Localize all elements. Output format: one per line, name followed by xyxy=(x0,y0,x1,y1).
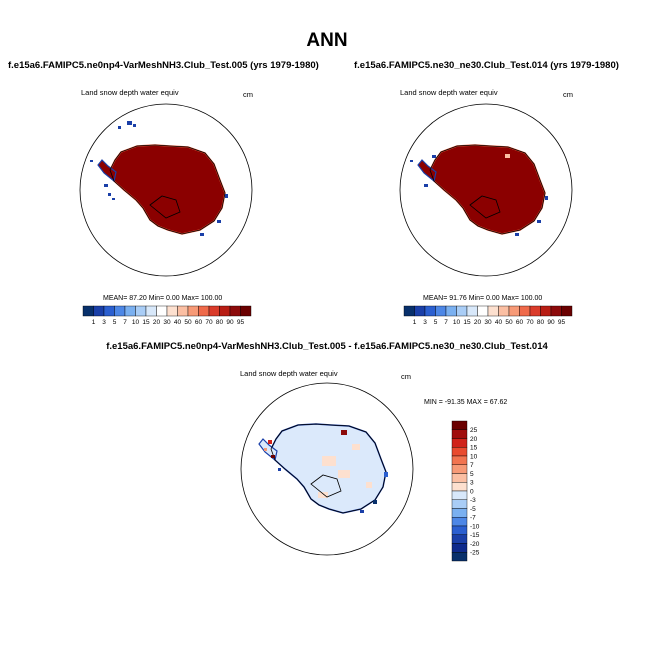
panel2-colorbar-swatch xyxy=(499,306,510,316)
panel2-colorbar-tick-label: 60 xyxy=(515,319,524,326)
panel1-colorbar-tick-label: 70 xyxy=(205,319,213,326)
panel3-colorbar-swatch xyxy=(452,456,467,465)
panel2-colorbar-tick-label: 90 xyxy=(547,319,555,326)
panel1-colorbar-tick-label: 7 xyxy=(123,319,127,326)
panel2-colorbar-tick-label: 40 xyxy=(494,319,503,326)
panel3-map xyxy=(241,383,413,555)
panel2-colorbar-swatch xyxy=(436,306,447,316)
panel1-colorbar-tick-label: 15 xyxy=(142,319,150,326)
panel3-colorbar-tick-label: -25 xyxy=(470,549,480,557)
panel3-colorbar-tick-label: -20 xyxy=(470,540,480,548)
panel2-light-cell xyxy=(505,154,510,158)
panel3-colorbar-swatch xyxy=(452,465,467,474)
panel3-colorbar-tick-label: -7 xyxy=(470,514,476,522)
panel2-variable-label: Land snow depth water equiv xyxy=(400,88,498,97)
panel2-colorbar-swatch xyxy=(488,306,499,316)
panel1-colorbar-tick-label: 20 xyxy=(152,319,161,326)
panel2-colorbar-tick-label: 95 xyxy=(557,319,566,326)
panel2-map xyxy=(400,104,572,276)
panel3-colorbar-tick-label: 10 xyxy=(470,453,478,461)
panel3-colorbar-swatch xyxy=(452,439,467,448)
panel2-colorbar-swatch xyxy=(551,306,562,316)
panel3-colorbar-tick-label: -10 xyxy=(470,523,480,531)
panel2-colorbar-swatch xyxy=(425,306,436,316)
panel2-colorbar-tick-label: 80 xyxy=(536,319,545,326)
panel1-colorbar-tick-label: 60 xyxy=(194,319,203,326)
panel1-title: f.e15a6.FAMIPC5.ne0np4-VarMeshNH3.Club_Test.005 (yrs 1979-1980) xyxy=(8,60,319,71)
panel1-colorbar-tick-label: 50 xyxy=(184,319,192,326)
panel1-colorbar-swatch xyxy=(178,306,189,316)
panel3-colorbar-swatch xyxy=(452,500,467,509)
panel1-colorbar-tick-label: 3 xyxy=(102,319,106,326)
panel3-colorbar-swatch xyxy=(452,535,467,544)
panel1-colorbar-swatch xyxy=(209,306,220,316)
panel3-colorbar-swatch xyxy=(452,430,467,439)
panel3-colorbar-swatch xyxy=(452,552,467,561)
panel1-colorbar-swatch xyxy=(188,306,199,316)
panel2-title: f.e15a6.FAMIPC5.ne30_ne30.Club_Test.014 (yrs 1979-1980) xyxy=(354,60,619,71)
panel3-colorbar-tick-label: 15 xyxy=(470,444,478,452)
panel3-colorbar-tick-label: 5 xyxy=(470,470,474,478)
panel3-colorbar xyxy=(452,421,480,561)
panel3-colorbar-tick-label: 7 xyxy=(470,462,474,470)
panel3-colorbar-swatch xyxy=(452,544,467,553)
panel2-colorbar-tick-label: 70 xyxy=(526,319,534,326)
panel2-colorbar-tick-label: 3 xyxy=(423,319,427,326)
panel2-colorbar-swatch xyxy=(404,306,415,316)
panel1-colorbar-swatch xyxy=(146,306,157,316)
panel1-colorbar-swatch xyxy=(125,306,136,316)
panel1-colorbar-tick-label: 95 xyxy=(236,319,245,326)
panel1-colorbar-swatch xyxy=(241,306,252,316)
panel2-colorbar-swatch xyxy=(415,306,426,316)
panel3-stats: MIN = -91.35 MAX = 67.62 xyxy=(424,399,508,406)
panel1-colorbar-tick-label: 80 xyxy=(215,319,224,326)
panel2-colorbar-tick-label: 20 xyxy=(473,319,482,326)
panel1-colorbar-swatch xyxy=(83,306,94,316)
panel3-colorbar-swatch xyxy=(452,447,467,456)
figure-title: ANN xyxy=(306,30,348,51)
panel2-colorbar-swatch xyxy=(530,306,541,316)
panel3-colorbar-tick-label: -5 xyxy=(470,505,476,513)
panel2-colorbar-tick-label: 1 xyxy=(412,319,417,326)
panel3-colorbar-tick-label: 25 xyxy=(470,427,478,435)
panel1-colorbar-swatch xyxy=(230,306,241,316)
panel1-units-label: cm xyxy=(243,90,253,99)
panel2-colorbar-tick-label: 7 xyxy=(444,319,448,326)
panel3-colorbar-swatch xyxy=(452,491,467,500)
panel3-colorbar-tick-label: -3 xyxy=(470,497,476,505)
panel3-colorbar-tick-label: 0 xyxy=(470,488,474,496)
panel2-colorbar-swatch xyxy=(446,306,457,316)
panel1-colorbar-swatch xyxy=(199,306,210,316)
panel3-variable-label: Land snow depth water equiv xyxy=(240,369,338,378)
panel2-colorbar-swatch xyxy=(467,306,478,316)
panel1-colorbar-tick-label: 90 xyxy=(226,319,234,326)
panel2-units-label: cm xyxy=(563,90,573,99)
panel1-colorbar-swatch xyxy=(157,306,168,316)
panel2-colorbar-swatch xyxy=(541,306,552,316)
panel2-colorbar-swatch xyxy=(562,306,573,316)
panel2-colorbar-tick-label: 5 xyxy=(433,319,438,326)
panel3-units-label: cm xyxy=(401,372,411,381)
panel3-colorbar-tick-label: 3 xyxy=(470,479,474,487)
panel1-colorbar-swatch xyxy=(220,306,231,316)
panel2-colorbar xyxy=(404,306,572,326)
panel1-colorbar-swatch xyxy=(94,306,105,316)
panel2-colorbar-swatch xyxy=(520,306,531,316)
panel1-colorbar xyxy=(83,306,251,326)
panel1-colorbar-tick-label: 5 xyxy=(112,319,117,326)
panel2-colorbar-swatch xyxy=(478,306,489,316)
panel1-variable-label: Land snow depth water equiv xyxy=(81,88,179,97)
panel2-colorbar-swatch xyxy=(457,306,468,316)
panel1-colorbar-swatch xyxy=(167,306,178,316)
panel1-colorbar-tick-label: 10 xyxy=(131,319,140,326)
panel1-colorbar-swatch xyxy=(115,306,126,316)
panel1-colorbar-tick-label: 30 xyxy=(163,319,171,326)
panel2-colorbar-tick-label: 50 xyxy=(505,319,513,326)
panel3-title: f.e15a6.FAMIPC5.ne0np4-VarMeshNH3.Club_Test.005 - f.e15a6.FAMIPC5.ne30_ne30.Club_Test.014 xyxy=(106,341,548,352)
panel3-colorbar-swatch xyxy=(452,474,467,483)
panel1-colorbar-swatch xyxy=(136,306,147,316)
panel3-colorbar-swatch xyxy=(452,421,467,430)
panel2-colorbar-tick-label: 15 xyxy=(463,319,471,326)
panel2-colorbar-tick-label: 30 xyxy=(484,319,492,326)
panel1-map xyxy=(80,104,252,276)
panel2-colorbar-swatch xyxy=(509,306,520,316)
panel3-colorbar-swatch xyxy=(452,482,467,491)
panel2-stats: MEAN= 91.76 Min= 0.00 Max= 100.00 xyxy=(423,295,543,302)
panel3-colorbar-swatch xyxy=(452,509,467,518)
panel3-colorbar-tick-label: -15 xyxy=(470,532,480,540)
panel1-colorbar-tick-label: 40 xyxy=(173,319,182,326)
panel2-colorbar-tick-label: 10 xyxy=(452,319,461,326)
panel1-stats: MEAN= 87.20 Min= 0.00 Max= 100.00 xyxy=(103,295,223,302)
panel3-colorbar-tick-label: 20 xyxy=(470,435,478,443)
panel1-colorbar-swatch xyxy=(104,306,115,316)
panel3-colorbar-swatch xyxy=(452,517,467,526)
panel1-colorbar-tick-label: 1 xyxy=(91,319,96,326)
panel3-colorbar-swatch xyxy=(452,526,467,535)
